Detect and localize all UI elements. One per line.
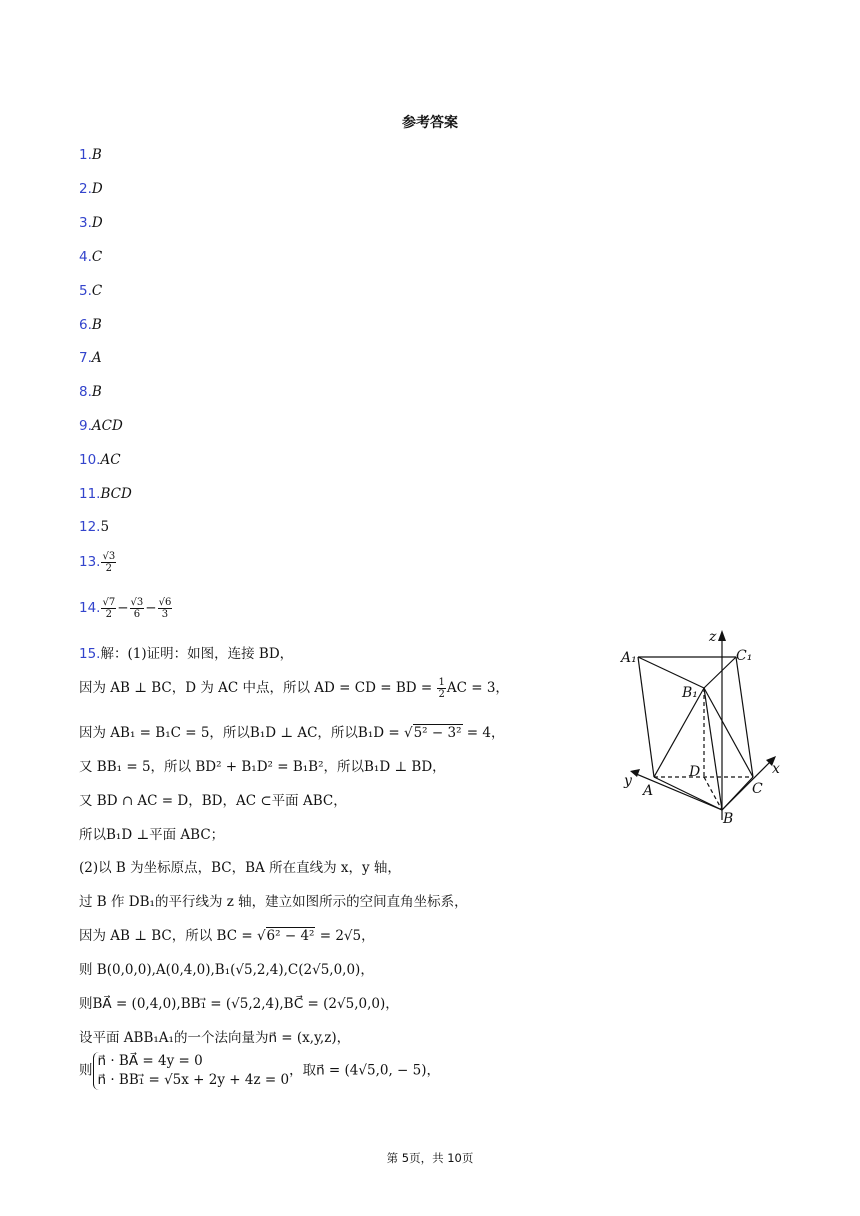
solution-text: 则BA⃗ = (0,4,0),BB₁⃗ = (√5,2,4),BC⃗ = (2√5,0,0)，: [79, 996, 399, 1012]
answer-line-3: [79, 215, 103, 231]
label-b1: B₁: [682, 685, 698, 701]
edge-a-b: [654, 777, 722, 810]
question-number: 6.: [79, 317, 92, 333]
label-x: x: [772, 761, 780, 777]
fraction-numerator: √3: [102, 551, 116, 562]
answer-value: B: [91, 147, 102, 163]
radicand: 6² − 4²: [266, 928, 315, 944]
question-number: 14.: [79, 600, 101, 616]
edge-c1-b1: [704, 657, 736, 688]
fraction-numerator: √7: [102, 597, 116, 608]
solution-text: 又 BB₁ = 5，所以 BD² + B₁D² = B₁B²，所以B₁D ⊥ BD，: [79, 759, 446, 775]
edge-b1-c: [704, 688, 753, 777]
solution-line-5: [79, 789, 347, 809]
fraction: [437, 677, 445, 700]
answer-line-7: [79, 350, 102, 366]
label-b: B: [723, 811, 734, 827]
page-footer: 第 5页，共 10页: [386, 1151, 474, 1165]
solution-text: AC = 3，: [446, 680, 509, 696]
label-a: A: [643, 783, 654, 799]
answer-line-14: [79, 597, 173, 620]
solution-line-4: [79, 755, 446, 775]
label-c: C: [752, 781, 763, 797]
solution-text: 又 BD ∩ AC = D，BD，AC ⊂平面 ABC，: [79, 793, 347, 809]
fraction-numerator: 1: [438, 677, 445, 688]
answer-value: C: [91, 249, 103, 265]
fraction-denominator: 2: [105, 563, 113, 574]
solution-line-3: 因为 AB₁ = B₁C = 5，所以B₁D ⊥ AC，所以B₁D = √5² − 3² = 4，: [79, 725, 505, 741]
fraction-denominator: 6: [133, 609, 141, 620]
answer-line-2: [79, 181, 103, 197]
fraction-denominator: 3: [161, 609, 169, 620]
answer-line-5: [79, 283, 102, 299]
label-a1: A₁: [621, 650, 637, 666]
solution-line-2: [79, 676, 509, 700]
fraction: [158, 597, 173, 620]
edge-c1-c: [736, 657, 753, 777]
question-number: 1.: [79, 147, 92, 163]
solution-text: ，取n⃗ = (4√5,0, − 5)，: [289, 1062, 440, 1079]
fraction-denominator: 2: [105, 609, 113, 620]
solution-line-1: [79, 642, 293, 662]
answer-line-13: [79, 551, 117, 574]
radicand: 5² − 3²: [413, 725, 462, 741]
minus-sign: −: [145, 600, 157, 616]
solution-text: 则: [79, 1062, 93, 1079]
answer-line-10: [79, 452, 121, 468]
fraction: [101, 597, 116, 620]
answer-line-6: [79, 317, 102, 333]
label-d: D: [689, 764, 701, 780]
question-number: 4.: [79, 249, 92, 265]
fraction-numerator: √6: [158, 597, 172, 608]
solution-text: 则 B(0,0,0),A(0,4,0),B₁(√5,2,4),C(2√5,0,0)，: [79, 962, 374, 978]
question-number: 5.: [79, 283, 92, 299]
minus-sign: −: [117, 600, 129, 616]
fraction-denominator: 2: [438, 689, 445, 700]
fraction: [130, 597, 145, 620]
solution-line-7: [79, 856, 401, 876]
solution-line-12: [79, 1026, 350, 1046]
question-number: 13.: [79, 554, 101, 570]
label-c1: C₁: [736, 648, 753, 664]
equation-row: n⃗ · BB₁⃗ = √5x + 2y + 4z = 0: [97, 1072, 290, 1088]
answer-value: D: [91, 215, 103, 231]
solution-text: 设平面 ABB₁A₁的一个法向量为n⃗ = (x,y,z)，: [79, 1030, 351, 1046]
answer-value: D: [91, 181, 103, 197]
equation-system: [93, 1052, 290, 1090]
solution-text: = 4，: [462, 725, 505, 741]
solution-line-6: [79, 823, 224, 843]
question-number: 12.: [79, 519, 101, 535]
solution-text: 因为 AB₁ = B₁C = 5，所以B₁D ⊥ AC，所以B₁D =: [79, 725, 404, 741]
solution-text: 过 B 作 DB₁的平行线为 z 轴，建立如图所示的空间直角坐标系，: [79, 894, 468, 910]
answer-value: B: [91, 317, 102, 333]
z-arrow-icon: [718, 630, 726, 641]
answer-line-8: [79, 384, 102, 400]
question-number: 9.: [79, 418, 92, 434]
fraction-numerator: √3: [130, 597, 144, 608]
question-number: 7.: [79, 350, 92, 366]
answer-value: ACD: [91, 418, 123, 434]
answer-value: AC: [100, 452, 121, 468]
solution-line-11: [79, 992, 399, 1012]
solution-line-9: 因为 AB ⊥ BC，所以 BC = √6² − 4² = 2√5，: [79, 928, 375, 944]
solution-text: 因为 AB ⊥ BC，所以 BC =: [79, 928, 257, 944]
fraction: [101, 551, 116, 574]
question-number: 15.: [79, 646, 101, 662]
label-y: y: [624, 773, 632, 789]
solution-text: 因为 AB ⊥ BC，D 为 AC 中点，所以 AD = CD = BD =: [79, 680, 437, 696]
prism-coordinate-figure: [612, 625, 792, 830]
answer-line-1: [79, 147, 102, 163]
answer-value: B: [91, 384, 102, 400]
answer-value: A: [91, 350, 102, 366]
edge-b1-b: [704, 688, 722, 810]
solution-text: 所以B₁D ⊥平面 ABC；: [79, 827, 225, 843]
answer-line-4: [79, 249, 102, 265]
page-title: 参考答案: [402, 115, 458, 131]
answer-value: BCD: [100, 486, 132, 502]
equation-row: n⃗ · BA⃗ = 4y = 0: [97, 1053, 203, 1069]
solution-text: 解：(1)证明：如图，连接 BD，: [100, 646, 294, 662]
answer-value: 5: [100, 519, 110, 535]
question-number: 11.: [79, 486, 101, 502]
answer-line-9: [79, 418, 123, 434]
question-number: 10.: [79, 452, 101, 468]
solution-text: (2)以 B 为坐标原点，BC，BA 所在直线为 x，y 轴，: [79, 860, 401, 876]
question-number: 3.: [79, 215, 92, 231]
answer-value: C: [91, 283, 103, 299]
label-z: z: [709, 629, 717, 645]
solution-line-8: [79, 890, 468, 910]
solution-line-13: [79, 1052, 440, 1090]
edge-a1-b1: [638, 657, 704, 688]
edge-a1-a: [638, 657, 654, 777]
answer-line-12: [79, 519, 109, 535]
solution-text: = 2√5，: [315, 928, 375, 944]
x-axis: [722, 760, 772, 810]
question-number: 8.: [79, 384, 92, 400]
solution-line-10: [79, 958, 374, 978]
answer-line-11: [79, 486, 132, 502]
question-number: 2.: [79, 181, 92, 197]
